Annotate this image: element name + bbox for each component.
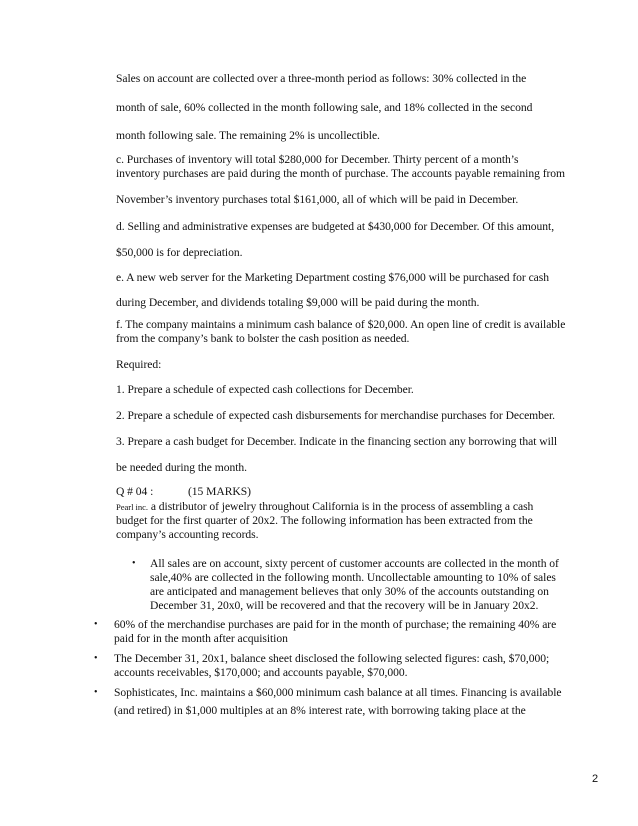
question-marks: (15 MARKS) bbox=[188, 485, 251, 498]
bullet-line: The December 31, 20x1, balance sheet disclosed the following selected figures: cash, $70,000; bbox=[114, 652, 550, 665]
bullet-line: All sales are on account, sixty percent of customer accounts are collected in the month of bbox=[150, 557, 559, 570]
required-heading: Required: bbox=[116, 358, 162, 371]
paragraph-line: f. The company maintains a minimum cash balance of $20,000. An open line of credit is available bbox=[116, 318, 566, 331]
required-item: 2. Prepare a schedule of expected cash disbursements for merchandise purchases for December. bbox=[116, 409, 556, 422]
paragraph-line: Sales on account are collected over a three-month period as follows: 30% collected in the bbox=[116, 72, 527, 85]
paragraph-line: d. Selling and administrative expenses are budgeted at $430,000 for December. Of this amount, bbox=[116, 220, 555, 233]
paragraph-line: November’s inventory purchases total $161,000, all of which will be paid in December. bbox=[116, 193, 519, 206]
paragraph-line: e. A new web server for the Marketing Department costing $76,000 will be purchased for cash bbox=[116, 271, 549, 284]
question-intro-line: company’s accounting records. bbox=[116, 528, 259, 541]
bullet-line: are anticipated and management believes that only 30% of the accounts outstanding on bbox=[150, 585, 549, 598]
bullet-line: (and retired) in $1,000 multiples at an 8% interest rate, with borrowing taking place at the bbox=[114, 704, 526, 717]
bullet-icon: • bbox=[94, 687, 98, 698]
bullet-line: December 31, 20x0, will be recovered and that the recovery will be in January 20x2. bbox=[150, 599, 539, 612]
bullet-line: Sophisticates, Inc. maintains a $60,000 minimum cash balance at all times. Financing is available bbox=[114, 686, 562, 699]
bullet-line: accounts receivables, $170,000; and accounts payable, $70,000. bbox=[114, 666, 408, 679]
page-number: 2 bbox=[592, 773, 599, 785]
paragraph-line: from the company’s bank to bolster the cash position as needed. bbox=[116, 332, 410, 345]
bullet-line: sale,40% are collected in the following month. Uncollectable amounting to 10% of sales bbox=[150, 571, 556, 584]
bullet-line: 60% of the merchandise purchases are paid for in the month of purchase; the remaining 40% are bbox=[114, 618, 557, 631]
required-item: 1. Prepare a schedule of expected cash collections for December. bbox=[116, 383, 414, 396]
bullet-line: paid for in the month after acquisition bbox=[114, 632, 288, 645]
paragraph-line: c. Purchases of inventory will total $280,000 for December. Thirty percent of a month’s bbox=[116, 153, 519, 166]
bullet-icon: • bbox=[132, 558, 136, 569]
question-intro-text: a distributor of jewelry throughout California is in the process of assembling a cash bbox=[150, 500, 534, 513]
bullet-icon: • bbox=[94, 619, 98, 630]
paragraph-line: $50,000 is for depreciation. bbox=[116, 246, 243, 259]
paragraph-line: inventory purchases are paid during the month of purchase. The accounts payable remaining from bbox=[116, 167, 566, 180]
paragraph-line: month of sale, 60% collected in the month following sale, and 18% collected in the second bbox=[116, 101, 533, 114]
paragraph-line: during December, and dividends totaling $9,000 will be paid during the month. bbox=[116, 296, 480, 309]
bullet-icon: • bbox=[94, 653, 98, 664]
question-intro-line: budget for the first quarter of 20x2. The following information has been extracted from the bbox=[116, 514, 533, 527]
question-intro-line bbox=[116, 500, 533, 514]
question-label: Q # 04 : bbox=[116, 485, 154, 498]
paragraph-line: month following sale. The remaining 2% is uncollectible. bbox=[116, 129, 380, 142]
required-item: 3. Prepare a cash budget for December. Indicate in the financing section any borrowing that will bbox=[116, 435, 558, 448]
required-item: be needed during the month. bbox=[116, 461, 247, 474]
company-name: Pearl inc. bbox=[116, 502, 148, 512]
